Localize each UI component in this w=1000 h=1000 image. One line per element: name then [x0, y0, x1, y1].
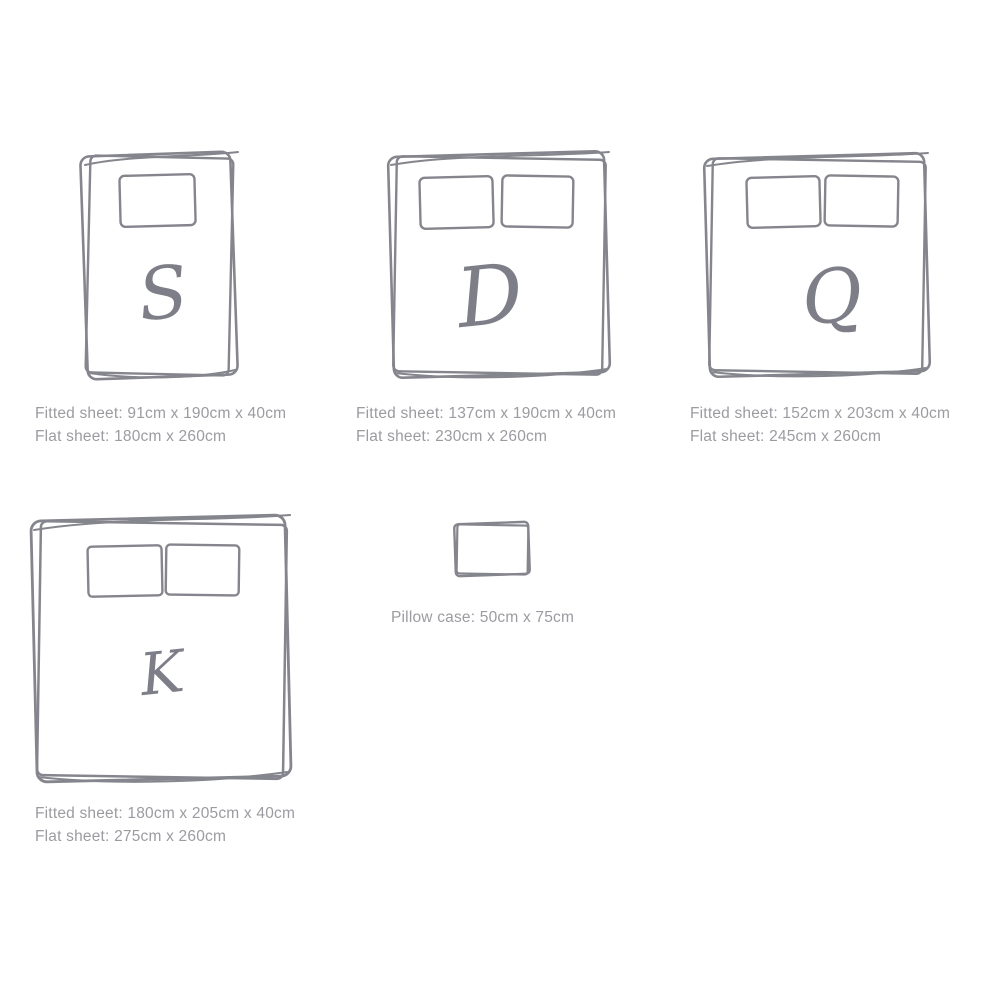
pillow-case-sketch: [450, 516, 534, 582]
king-caption: [35, 802, 295, 848]
king-letter: K: [136, 636, 188, 710]
king-bed-card: [25, 508, 297, 788]
double-flat-sheet-text: Flat sheet: 230cm x 260cm: [356, 428, 548, 445]
queen-caption: [690, 402, 950, 448]
single-flat-sheet-text: Flat sheet: 180cm x 260cm: [35, 428, 227, 445]
pillow-icon: [825, 175, 899, 226]
pillow-case-card: [450, 516, 534, 582]
king-fitted-sheet-text: Fitted sheet: 180cm x 205cm x 40cm: [35, 805, 296, 822]
pillow-icon: [87, 545, 162, 597]
queen-letter: Q: [797, 251, 867, 343]
single-caption: [35, 402, 286, 448]
pillow-case-caption: [391, 606, 574, 629]
king-flat-sheet-text: Flat sheet: 275cm x 260cm: [35, 828, 227, 845]
pillow-icon: [419, 176, 493, 229]
double-caption: [356, 402, 616, 448]
double-letter: D: [452, 245, 528, 348]
single-letter: S: [134, 248, 192, 338]
single-bed-card: [75, 143, 245, 388]
pillow-icon: [746, 176, 820, 228]
pillow-icon: [119, 174, 195, 227]
queen-fitted-sheet-text: Fitted sheet: 152cm x 203cm x 40cm: [690, 405, 951, 422]
pillow-icon: [502, 175, 574, 227]
single-fitted-sheet-text: Fitted sheet: 91cm x 190cm x 40cm: [35, 405, 287, 422]
pillow-icon: [166, 544, 240, 595]
pillow-case-text: Pillow case: 50cm x 75cm: [391, 609, 575, 626]
queen-bed-card: [698, 147, 935, 383]
double-fitted-sheet-text: Fitted sheet: 137cm x 190cm x 40cm: [356, 405, 617, 422]
double-bed-card: [383, 145, 615, 385]
queen-flat-sheet-text: Flat sheet: 245cm x 260cm: [690, 428, 882, 445]
